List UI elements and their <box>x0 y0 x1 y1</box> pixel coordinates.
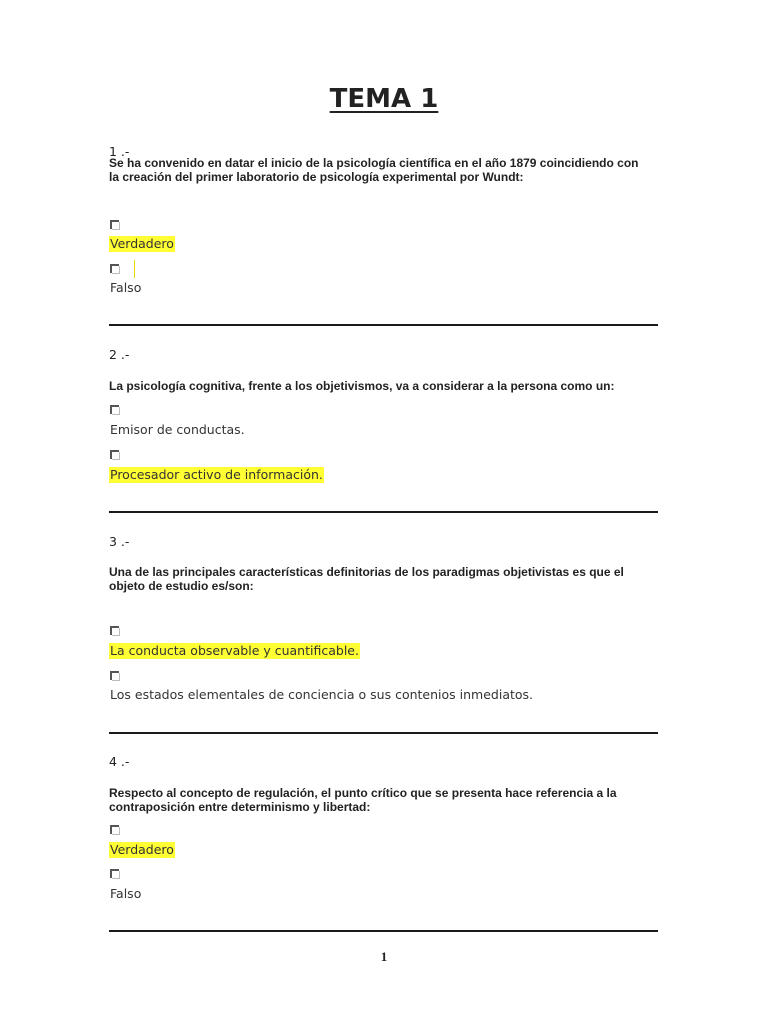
question-number: 1 .- <box>109 144 130 159</box>
option-label[interactable]: Verdadero <box>110 842 174 857</box>
question-number: 3 .- <box>109 534 130 549</box>
checkbox-icon[interactable] <box>110 825 120 835</box>
question-number: 2 .- <box>109 347 130 362</box>
page-title: TEMA 1 <box>329 84 439 114</box>
divider <box>109 732 658 734</box>
checkbox-icon[interactable] <box>110 626 120 636</box>
checkbox-icon[interactable] <box>110 869 120 879</box>
question-text: Respecto al concepto de regulación, el punto crítico que se presenta hace referencia a la contraposición entre determinismo y libertad: <box>109 786 617 814</box>
option-label[interactable]: La conducta observable y cuantificable. <box>110 643 359 658</box>
question-text: Se ha convenido en datar el inicio de la psicología científica en el año 1879 coincidiendo con la creación del primer laboratorio de psicología experimental por Wundt: <box>109 156 639 184</box>
option-label[interactable]: Procesador activo de información. <box>110 467 323 482</box>
divider <box>109 511 658 513</box>
page-title-container <box>0 84 768 114</box>
option-label[interactable]: Emisor de conductas. <box>110 422 245 437</box>
option-label[interactable]: Los estados elementales de conciencia o sus contenios inmediatos. <box>110 687 534 702</box>
option-label[interactable]: Verdadero <box>110 236 174 251</box>
question-text: Una de las principales características definitorias de los paradigmas objetivistas es que el objeto de estudio es/son: <box>109 565 624 593</box>
checkbox-icon[interactable] <box>110 405 120 415</box>
option-label[interactable]: Falso <box>110 280 142 295</box>
page-number: 1 <box>380 949 388 964</box>
divider <box>109 930 658 932</box>
question-number: 4 .- <box>109 754 130 769</box>
checkbox-icon[interactable] <box>110 220 120 230</box>
checkbox-icon[interactable] <box>110 264 120 274</box>
text-cursor <box>134 260 135 278</box>
checkbox-icon[interactable] <box>110 450 120 460</box>
option-label[interactable]: Falso <box>110 886 142 901</box>
checkbox-icon[interactable] <box>110 671 120 681</box>
divider <box>109 324 658 326</box>
question-text: La psicología cognitiva, frente a los objetivismos, va a considerar a la persona como un: <box>109 379 615 393</box>
